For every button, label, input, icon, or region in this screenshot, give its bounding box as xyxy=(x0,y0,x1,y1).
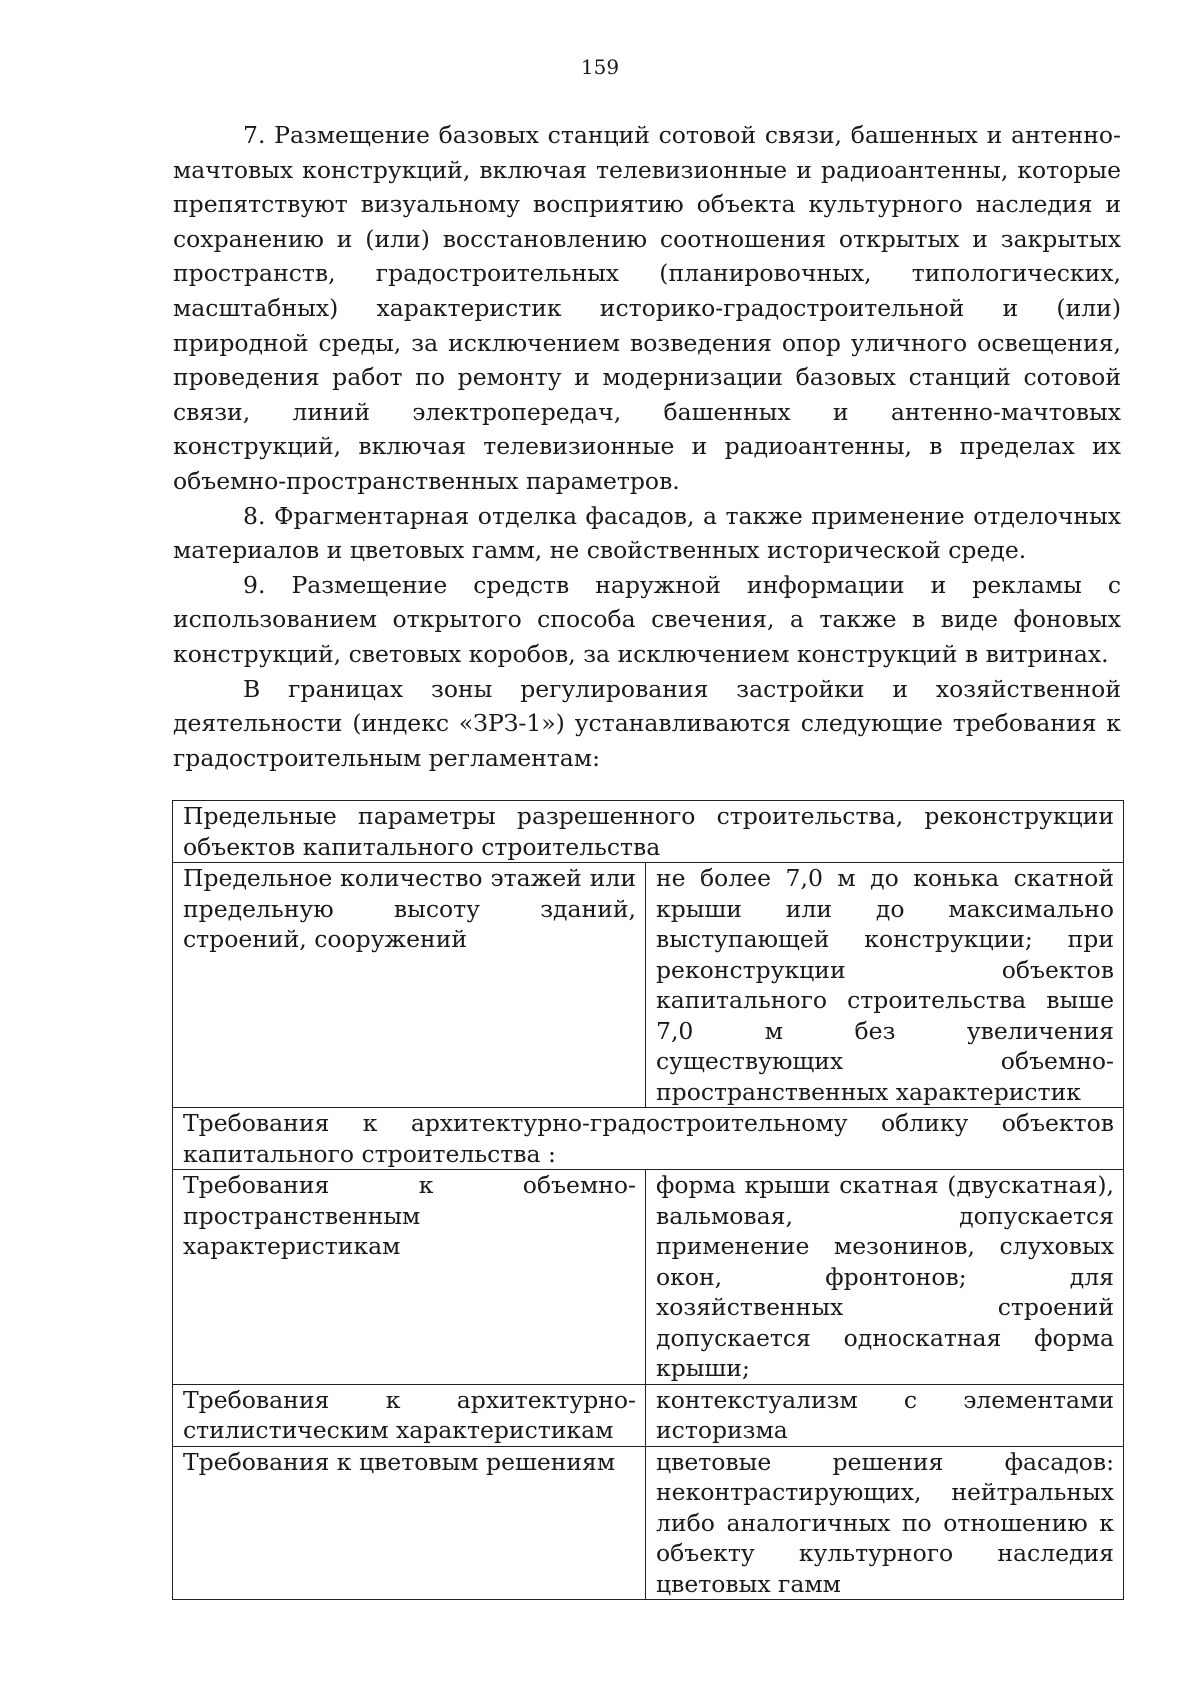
table-row xyxy=(173,1446,1124,1600)
row-value-style: контекстуализм с элементами историзма xyxy=(646,1384,1124,1446)
row-value-height: не более 7,0 м до конька скатной крыши или до максимально выступающей конструкции; при реконструкции объектов капитального строительства выше 7,0 м без увеличения существующих объемно-пространственных характеристик xyxy=(646,863,1124,1108)
row-label-color: Требования к цветовым решениям xyxy=(173,1446,646,1600)
paragraph-9: 9. Размещение средств наружной информации и рекламы с использованием открытого способа свечения, а также в виде фоновых конструкций, световых коробов, за исключением конструкций в витринах. xyxy=(173,570,1121,668)
row-value-color: цветовые решения фасадов: неконтрастирующих, нейтральных либо аналогичных по отношению к объекту культурного наследия цветовых гамм xyxy=(646,1446,1124,1600)
table-row xyxy=(173,801,1124,863)
row-label-height: Предельное количество этажей или предельную высоту зданий, строений, сооружений xyxy=(173,863,646,1108)
body-text xyxy=(173,118,1121,775)
page-number: 159 xyxy=(580,55,620,79)
section-header-appearance: Требования к архитектурно-градостроительному облику объектов капитального строительства : xyxy=(173,1108,1124,1170)
section-header-limits: Предельные параметры разрешенного строительства, реконструкции объектов капитального строительства xyxy=(173,801,1124,863)
row-label-style: Требования к архитектурно-стилистическим характеристикам xyxy=(173,1384,646,1446)
requirements-table xyxy=(172,800,1124,1600)
table-row xyxy=(173,863,1124,1108)
row-value-volume: форма крыши скатная (двускатная), вальмовая, допускается применение мезонинов, слуховых окон, фронтонов; для хозяйственных строений допускается односкатная форма крыши; xyxy=(646,1170,1124,1385)
row-label-volume: Требования к объемно-пространственным характеристикам xyxy=(173,1170,646,1385)
paragraph-8: 8. Фрагментарная отделка фасадов, а также применение отделочных материалов и цветовых гамм, не свойственных исторической среде. xyxy=(173,501,1121,565)
table-row xyxy=(173,1384,1124,1446)
table-row xyxy=(173,1108,1124,1170)
table-row xyxy=(173,1170,1124,1385)
paragraph-7: 7. Размещение базовых станций сотовой связи, башенных и антенно-мачтовых конструкций, включая телевизионные и радиоантенны, которые препятствуют визуальному восприятию объекта культурного наследия и сохранению и (или) восстановлению соотношения открытых и закрытых пространств, градостроительных (планировочных, типологических, масштабных) характеристик историко-градостроительной и (или) природной среды, за исключением возведения опор уличного освещения, проведения работ по ремонту и модернизации базовых станций сотовой связи, линий электропередач, башенных и антенно-мачтовых конструкций, включая телевизионные и радиоантенны, в пределах их объемно-пространственных параметров. xyxy=(173,121,1121,495)
paragraph-zrz1-intro: В границах зоны регулирования застройки и хозяйственной деятельности (индекс «ЗРЗ-1») устанавливаются следующие требования к градостроительным регламентам: xyxy=(173,674,1121,772)
